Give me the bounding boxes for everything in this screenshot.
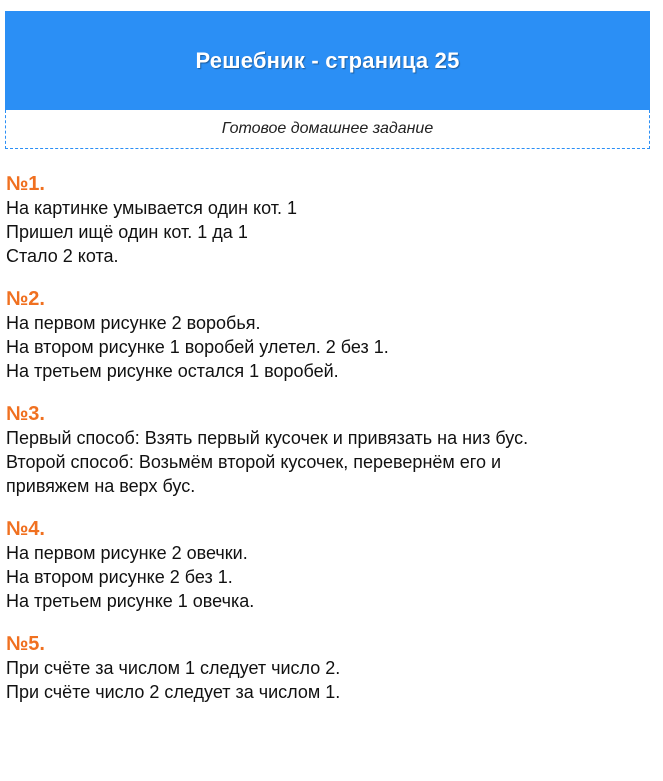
- task-line: При счёте число 2 следует за числом 1.: [6, 682, 341, 702]
- task-number: №2.: [6, 288, 45, 310]
- task-1: [6, 172, 651, 268]
- task-number: №3.: [6, 403, 45, 425]
- task-line: На третьем рисунке остался 1 воробей.: [6, 361, 339, 381]
- task-number: №4.: [6, 518, 45, 540]
- task-line: На втором рисунке 2 без 1.: [6, 567, 233, 587]
- task-line: Стало 2 кота.: [6, 246, 119, 266]
- task-line: На картинке умывается один кот. 1: [6, 198, 297, 218]
- task-3: [6, 402, 651, 498]
- task-2: [6, 287, 651, 383]
- task-line: На третьем рисунке 1 овечка.: [6, 591, 255, 611]
- page-header-banner: [5, 11, 650, 110]
- page-subtitle-box: [5, 110, 650, 149]
- task-line: На втором рисунке 1 воробей улетел. 2 без 1.: [6, 337, 389, 357]
- task-line: При счёте за числом 1 следует число 2.: [6, 658, 341, 678]
- task-number: №5.: [6, 633, 45, 655]
- task-line: Второй способ: Возьмём второй кусочек, перевернём его и: [6, 452, 502, 472]
- task-line: На первом рисунке 2 воробья.: [6, 313, 261, 333]
- task-5: [6, 632, 651, 704]
- solutions-content: [6, 172, 651, 723]
- task-number: №1.: [6, 173, 45, 195]
- page-subtitle: Готовое домашнее задание: [221, 120, 434, 137]
- task-line: Пришел ищё один кот. 1 да 1: [6, 222, 248, 242]
- task-line: На первом рисунке 2 овечки.: [6, 543, 248, 563]
- page-title: Решебник - страница 25: [195, 47, 460, 73]
- task-4: [6, 517, 651, 613]
- task-line: привяжем на верх бус.: [6, 476, 196, 496]
- task-line: Первый способ: Взять первый кусочек и привязать на низ бус.: [6, 428, 529, 448]
